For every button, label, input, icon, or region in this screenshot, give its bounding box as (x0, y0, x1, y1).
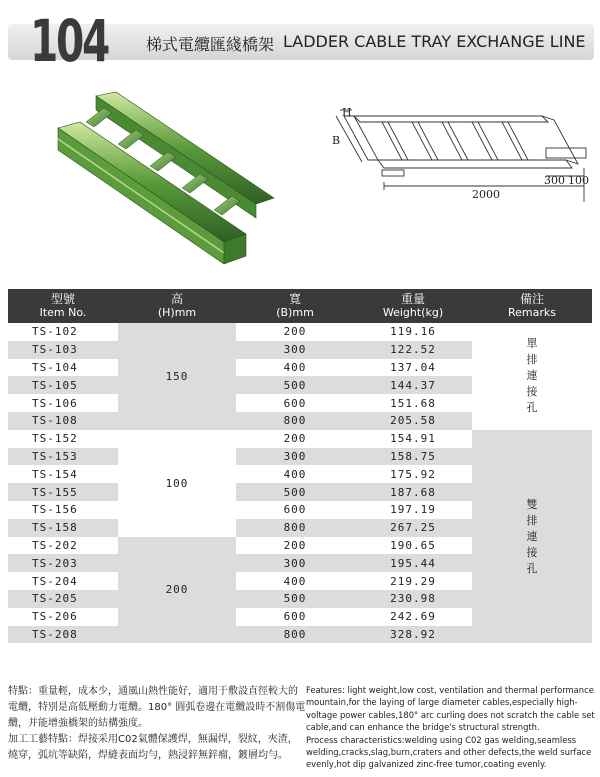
cell-item: TS-108 (32, 414, 78, 428)
cell-item: TS-153 (32, 449, 78, 463)
cell-weight: 187.68 (390, 485, 436, 499)
cell-height-group: 150 (118, 323, 236, 430)
cell-width: 800 (283, 414, 307, 428)
cell-item: TS-208 (32, 627, 78, 641)
cell-item: TS-155 (32, 485, 78, 499)
cell-weight: 137.04 (390, 360, 436, 374)
cell-weight: 151.68 (390, 396, 436, 410)
cell-width: 800 (283, 521, 307, 535)
page-header (0, 7, 600, 75)
cell-width: 300 (283, 449, 307, 463)
cell-height-group: 100 (118, 430, 236, 537)
cell-width: 600 (283, 396, 307, 410)
cell-remarks-group (472, 430, 592, 644)
cell-height-group: 200 (118, 537, 236, 644)
cell-weight: 154.91 (390, 432, 436, 446)
table-body (8, 323, 592, 643)
cell-width: 300 (283, 556, 307, 570)
cell-width: 800 (283, 627, 307, 641)
cell-width: 600 (283, 503, 307, 517)
cell-item: TS-154 (32, 467, 78, 481)
page-number: 104 (30, 7, 108, 75)
cell-width: 500 (283, 592, 307, 606)
header-remarks: 備注 Remarks (508, 292, 556, 319)
cell-width: 400 (283, 467, 307, 481)
label-100: 100 (568, 174, 589, 187)
cell-width: 200 (283, 432, 307, 446)
cell-weight: 119.16 (390, 325, 436, 339)
cell-width: 500 (283, 485, 307, 499)
cell-weight: 158.75 (390, 449, 436, 463)
cell-item: TS-102 (32, 325, 78, 339)
features-chinese: 特點：重量輕，成本少，通風山熱性能好，適用于敷設直徑較大的電纜，特別是高低壓動力電纜。180° 圓弧卷邊在電纜設時不割傷電纜，并能增強橋架的結構強度。 (8, 686, 306, 729)
cell-weight: 219.29 (390, 574, 436, 588)
tray-dimension-drawing (322, 102, 592, 202)
cell-weight: 144.37 (390, 378, 436, 392)
cell-item: TS-106 (32, 396, 78, 410)
cell-weight: 195.44 (390, 556, 436, 570)
process-chinese: 加工工藝特點：焊接采用C02氣體保護焊，無漏焊，裂紋，夾渣，燒穿，弧坑等缺陷，焊縫表面均勻，熱浸鋅無鋅瘤，鍍層均勻。 (8, 734, 298, 761)
cell-item: TS-156 (32, 503, 78, 517)
table-header (8, 289, 592, 323)
cell-item: TS-152 (32, 432, 78, 446)
label-h: H (342, 106, 352, 119)
cell-item: TS-202 (32, 538, 78, 552)
remarks-text: 單排連接孔 (526, 337, 538, 415)
header-height: 高 (H)mm (157, 292, 197, 319)
features-english: Features: light weight,low cost, ventilation and thermal performance mountain,for the laying of large diameter cables,especially high-voltage power cables,180° arc curling does not scratch the cable set cable,and can enhance the bridge's structural strength. (306, 685, 595, 733)
cell-item: TS-204 (32, 574, 78, 588)
label-b: B (332, 134, 341, 147)
header-item: 型號 Item No. (39, 292, 87, 319)
description-chinese (8, 684, 306, 764)
header-weight: 重量 Weight(kg) (382, 292, 444, 319)
cell-item: TS-206 (32, 610, 78, 624)
cell-weight: 197.19 (390, 503, 436, 517)
cell-weight: 205.58 (390, 414, 436, 428)
cell-item: TS-203 (32, 556, 78, 570)
title-chinese: 梯式電纜匯綫橋架 (146, 35, 275, 54)
title-english: LADDER CABLE TRAY EXCHANGE LINE (283, 32, 586, 51)
cell-weight: 122.52 (390, 343, 436, 357)
cell-weight: 267.25 (390, 521, 436, 535)
header-width: 寬 (B)mm (276, 292, 314, 319)
cell-width: 200 (283, 538, 307, 552)
process-english: Process characteristics:welding using C02 gas welding,seamless welding,cracks,slag,burn,craters and other defects,the weld surface evenly,hot dip galvanized zinc-free tumor,coating evenly. (306, 734, 592, 770)
cell-item: TS-205 (32, 592, 78, 606)
cell-width: 500 (283, 378, 307, 392)
cell-remarks-group (472, 323, 592, 430)
cell-item: TS-158 (32, 521, 78, 535)
cell-item: TS-105 (32, 378, 78, 392)
cell-weight: 242.69 (390, 610, 436, 624)
ladder-tray-illustration (56, 88, 276, 268)
description-english (306, 684, 596, 771)
cell-item: TS-103 (32, 343, 78, 357)
cell-weight: 328.92 (390, 627, 436, 641)
cell-weight: 230.98 (390, 592, 436, 606)
cell-item: TS-104 (32, 360, 78, 374)
cell-width: 400 (283, 574, 307, 588)
cell-width: 400 (283, 360, 307, 374)
cell-width: 200 (283, 325, 307, 339)
cell-width: 300 (283, 343, 307, 357)
label-300: 300 (544, 174, 565, 187)
spec-table (8, 289, 592, 643)
cell-width: 600 (283, 610, 307, 624)
label-length: 2000 (472, 188, 500, 201)
cell-weight: 175.92 (390, 467, 436, 481)
cell-weight: 190.65 (390, 538, 436, 552)
remarks-text: 雙排連接孔 (526, 497, 538, 575)
